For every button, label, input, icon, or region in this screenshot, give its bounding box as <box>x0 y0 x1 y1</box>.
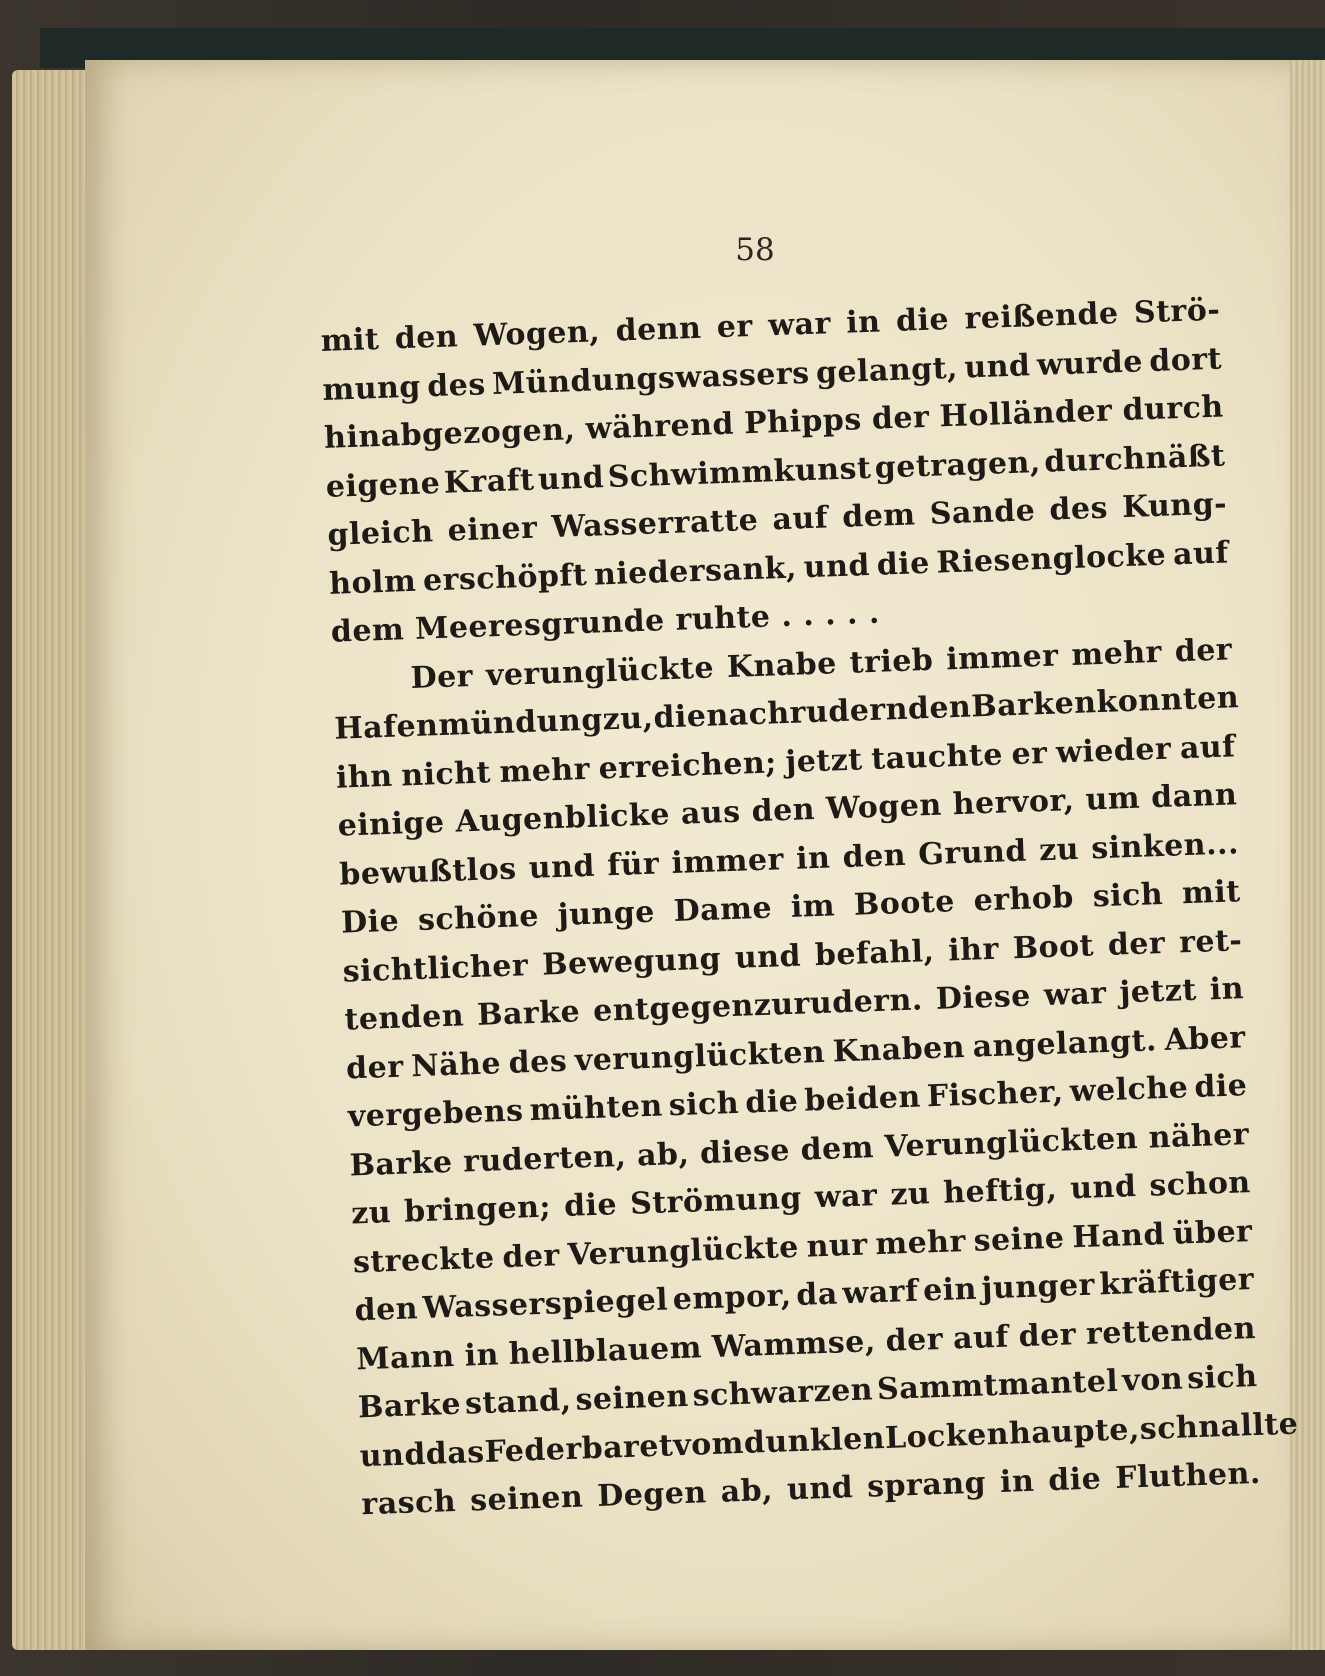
word: Barken <box>970 685 1098 725</box>
word: in <box>1209 971 1245 1008</box>
word: mehr <box>874 1223 967 1262</box>
word: trieb <box>849 642 934 681</box>
word: die <box>652 698 708 736</box>
word: nicht <box>400 754 492 793</box>
page-number: 58 <box>735 232 775 268</box>
word: befahl, <box>814 933 935 973</box>
word: und <box>1069 1169 1137 1207</box>
word: auf <box>1172 534 1230 572</box>
word: den <box>751 792 816 830</box>
word: verunglückte <box>485 649 715 693</box>
word: denn <box>615 310 702 349</box>
word: Fischer, <box>926 1074 1065 1115</box>
word: schöne <box>417 898 540 938</box>
word: und <box>537 459 605 497</box>
word: Wasserspiegel <box>422 1282 669 1327</box>
word: holm <box>328 563 417 602</box>
word: hinabgezogen, <box>323 412 577 456</box>
word: hervor, <box>952 782 1076 823</box>
word: Sande <box>929 493 1036 532</box>
word: einer <box>447 510 538 549</box>
word: ab, <box>636 1136 690 1173</box>
word: um <box>1084 780 1141 818</box>
word: wieder <box>1055 731 1172 771</box>
word: über <box>1172 1213 1253 1252</box>
word: Hafenmündung <box>333 702 604 747</box>
word: sichtlicher <box>342 947 529 990</box>
word: des <box>1048 490 1109 528</box>
word: war <box>767 306 832 344</box>
word: Wogen <box>825 787 943 827</box>
word: dem <box>799 1129 875 1168</box>
word: Wogen, <box>473 314 601 354</box>
word: der <box>1107 925 1166 963</box>
word: in <box>999 1463 1035 1500</box>
word: der <box>1018 1316 1077 1354</box>
word: der <box>501 1237 561 1275</box>
word: tauchte <box>870 736 1004 777</box>
word: Aber <box>1163 1019 1247 1058</box>
word: zu, <box>602 700 655 738</box>
word: konnten <box>1095 680 1240 721</box>
word: Federbaret <box>483 1427 674 1470</box>
word: Kung- <box>1121 486 1228 526</box>
word: die <box>876 545 931 583</box>
word: dem <box>841 497 917 535</box>
word: junge <box>557 894 656 934</box>
word: Schwimmkunst <box>607 450 872 495</box>
word: dann <box>1150 777 1238 816</box>
text-line: dem Meeresgrunde ruhte . . . . . <box>330 595 881 650</box>
word: Verunglückten <box>883 1120 1139 1165</box>
word: Barke <box>348 1144 454 1183</box>
word: bringen; <box>403 1189 552 1230</box>
word: immer <box>945 637 1060 677</box>
word: niedersank, <box>593 550 798 593</box>
word: Dame <box>673 890 773 930</box>
word: rasch <box>360 1483 457 1523</box>
word: vom <box>672 1425 745 1463</box>
word: immer <box>670 841 785 881</box>
word: tenden <box>343 998 465 1038</box>
word: sich <box>668 1085 740 1124</box>
word: durchnäßt <box>1043 437 1226 480</box>
word: Knaben <box>832 1029 966 1070</box>
word: jetzt <box>1118 972 1198 1011</box>
word: Strömung <box>629 1180 803 1222</box>
word: Holländer <box>938 393 1113 435</box>
word: Fluthen. <box>1114 1455 1262 1496</box>
word: näher <box>1148 1116 1250 1156</box>
word: im <box>790 888 836 925</box>
word: Hand <box>1071 1216 1166 1255</box>
word: seinen <box>469 1479 584 1519</box>
body-text <box>320 287 1299 1530</box>
word: einige <box>337 804 446 844</box>
word: bewußtlos <box>338 850 518 893</box>
word: für <box>606 846 660 883</box>
word: erhob <box>973 880 1075 919</box>
word: Bewegung <box>541 940 722 983</box>
word: hellblauem <box>508 1329 703 1372</box>
word: während <box>585 406 735 447</box>
word: auf <box>952 1319 1010 1357</box>
word: des <box>426 366 487 404</box>
word: ret- <box>1178 922 1243 960</box>
word: nur <box>806 1226 869 1265</box>
word: der <box>871 399 930 437</box>
word: gleich <box>326 514 435 553</box>
word: Sammtmantel <box>876 1363 1119 1408</box>
word: empor, <box>672 1278 793 1318</box>
word: den <box>354 1291 419 1329</box>
word: diese <box>699 1132 791 1171</box>
word: des <box>508 1043 568 1081</box>
word: auf <box>771 500 829 538</box>
word: Augenblicke <box>454 797 671 840</box>
word: schnallte <box>1139 1406 1299 1447</box>
word: und <box>734 938 802 976</box>
word: ruderten, <box>462 1138 627 1180</box>
word: stand, <box>464 1382 573 1422</box>
word: und <box>528 848 596 886</box>
word: Mann <box>355 1338 456 1377</box>
word: den <box>842 837 907 875</box>
word: die <box>744 1083 799 1121</box>
word: schwarzen <box>692 1372 874 1414</box>
word: Verunglückte <box>567 1229 800 1273</box>
word: entgegenzurudern. <box>592 982 924 1029</box>
word: den <box>394 319 459 357</box>
word: dunklen <box>743 1420 886 1461</box>
word: Riesenglocke <box>935 537 1167 581</box>
word: in <box>463 1336 500 1374</box>
word: mung <box>321 369 422 408</box>
word: verunglückten <box>574 1034 826 1079</box>
word: mit <box>1181 874 1242 912</box>
word: sinken... <box>1090 825 1240 866</box>
word: und <box>786 1470 854 1508</box>
word: mühten <box>529 1088 664 1129</box>
word: reißende <box>963 296 1120 337</box>
word: welche <box>1069 1070 1189 1110</box>
word: Barke <box>357 1386 462 1426</box>
word: angelangt. <box>972 1022 1158 1065</box>
word: Mündungswassers <box>491 355 811 402</box>
word: sich <box>1186 1358 1259 1397</box>
word: da <box>795 1276 839 1313</box>
word: zu <box>350 1195 392 1232</box>
word: die <box>1047 1461 1102 1499</box>
word: Phipps <box>743 402 863 442</box>
word: Wasserratte <box>550 502 759 546</box>
word: der <box>1174 631 1233 669</box>
word: eigene <box>325 465 441 505</box>
word: Strö- <box>1133 292 1221 331</box>
word: Lockenhaupte, <box>884 1411 1141 1456</box>
word: junger <box>980 1267 1096 1307</box>
word: getragen, <box>874 444 1042 486</box>
word: nachrudernden <box>705 689 972 734</box>
word: und <box>803 547 871 585</box>
word: das <box>425 1434 486 1472</box>
word: aus <box>680 794 742 832</box>
word: erschöpft <box>422 557 588 599</box>
word: Nähe <box>410 1045 502 1084</box>
word: ihn <box>335 758 394 796</box>
word: der <box>345 1049 405 1087</box>
word: ab, <box>720 1472 774 1510</box>
word: Kraft <box>443 462 536 501</box>
word: ein <box>922 1271 978 1309</box>
word: und <box>963 347 1032 386</box>
word: war <box>1043 975 1108 1014</box>
word: von <box>1121 1361 1184 1399</box>
word: auf <box>1179 728 1237 766</box>
word: und <box>359 1436 427 1474</box>
word: Degen <box>596 1475 708 1515</box>
word: war <box>814 1178 878 1216</box>
word: dort <box>1148 341 1223 379</box>
word: beiden <box>803 1079 922 1119</box>
word: streckte <box>352 1239 496 1280</box>
word: seine <box>973 1220 1066 1259</box>
word: ihr <box>947 931 1000 968</box>
word: erreichen; <box>597 744 778 787</box>
word: Knabe <box>726 645 838 685</box>
word: rettenden <box>1085 1310 1257 1352</box>
word: Boot <box>1012 927 1095 966</box>
word: sprang <box>866 1465 987 1505</box>
word: wurde <box>1036 343 1144 383</box>
word: vergebens <box>347 1093 525 1135</box>
word: jetzt <box>784 741 864 780</box>
word: Der <box>410 658 474 696</box>
word: schon <box>1148 1165 1252 1204</box>
word: Barke <box>476 994 581 1033</box>
word: mehr <box>498 751 591 790</box>
word: mit <box>320 321 380 359</box>
word: warf <box>841 1273 920 1312</box>
word: durch <box>1121 389 1225 429</box>
word: der <box>885 1321 944 1359</box>
word: zu <box>1038 831 1080 868</box>
word: gelangt, <box>815 350 959 391</box>
word: Boote <box>853 884 956 923</box>
word: die <box>563 1187 618 1225</box>
word: die <box>895 302 950 339</box>
word: Grund <box>917 833 1028 872</box>
word: in <box>845 304 882 341</box>
word: Diese <box>935 978 1032 1017</box>
word: mehr <box>1070 634 1163 673</box>
word: er <box>716 308 754 346</box>
word: Wammse, <box>711 1323 877 1365</box>
word: sich <box>1092 876 1164 915</box>
word: seinen <box>574 1378 690 1418</box>
word: die <box>1193 1068 1248 1105</box>
word: zu <box>889 1176 931 1213</box>
word: kräftiger <box>1098 1261 1255 1303</box>
word: in <box>795 840 831 877</box>
word: Die <box>340 903 400 941</box>
word: heftig, <box>942 1171 1058 1211</box>
word: er <box>1010 735 1048 772</box>
